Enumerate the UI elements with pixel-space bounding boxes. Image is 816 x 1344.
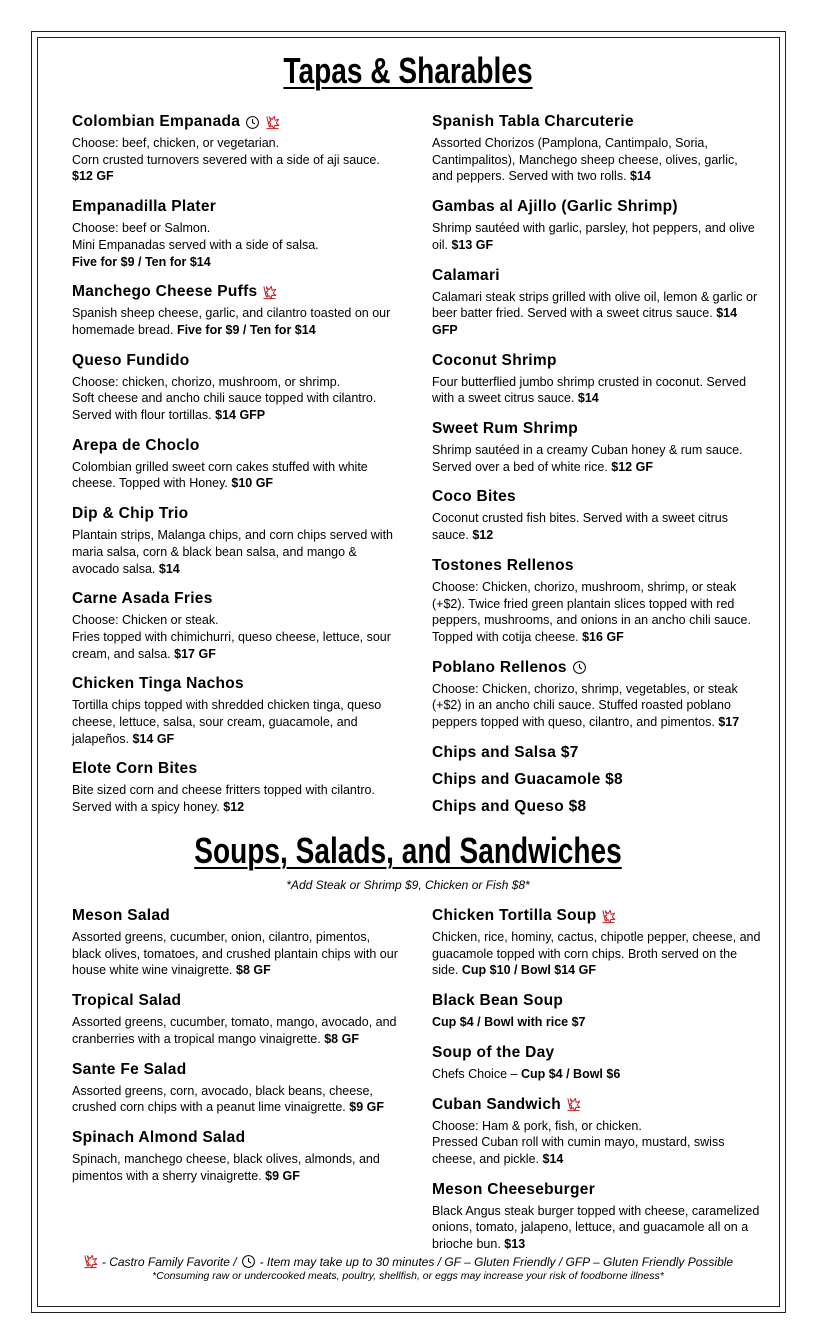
menu-item-name-text: Elote Corn Bites [72,760,198,778]
description-line: Choose: Chicken, chorizo, mushroom, shrimp, or steak (+$2). Twice fried green plantain slices topped with red peppers, mushrooms, and onions in an ancho chili sauce. Topped with cotija cheese. [432,579,751,644]
menu-item-description [432,510,762,543]
description-line: Assorted greens, corn, avocado, black beans, cheese, crushed corn chips with a peanut lime vinaigrette. [72,1083,373,1115]
description-line: Chefs Choice – [432,1066,518,1081]
menu-item-name [432,658,762,678]
description-line: Choose: beef, chicken, or vegetarian. [72,136,280,150]
menu-item-price: $17 [718,715,740,730]
menu-item-description [432,135,762,185]
menu-item-black-bean-soup [432,991,762,1031]
menu-item-description [432,1203,762,1253]
menu-item-poblano-rellenos [432,658,762,731]
menu-item-description [432,1066,762,1083]
description-line: Colombian grilled sweet corn cakes stuffed with white cheese. Topped with Honey. [72,459,368,491]
menu-item-price: $14 GFP [215,408,266,423]
description-line: Choose: Chicken or steak. [72,613,219,628]
section-title-soups: Soups, Salads, and Sandwiches [194,830,622,871]
menu-item-price: $13 GF [451,237,494,252]
menu-item-name-text: Cuban Sandwich [432,1095,562,1113]
menu-item-price: $14 [158,561,180,576]
menu-item-name [72,589,402,609]
description-line: Four butterflied jumbo shrimp crusted in coconut. Served with a sweet citrus sauce. [432,374,747,406]
menu-item-name-text: Tostones Rellenos [432,556,574,574]
menu-item-price: $12 [223,800,245,815]
menu-item-description [72,612,402,662]
menu-item-description [72,135,402,185]
menu-item-name-text: Meson Salad [72,907,171,924]
menu-item-meson-salad [72,906,402,979]
menu-item-chicken-tortilla-soup [432,906,762,979]
description-line: Choose: Ham & pork, fish, or chicken. [432,1118,642,1133]
description-line: Assorted greens, cucumber, onion, cilantro, pimentos, black olives, tomatoes, and crushed plantain chips with our house white wine vinaigrette. [72,930,398,978]
menu-item-name [72,112,402,132]
menu-item-empanadilla-plater [72,197,402,270]
menu-item-coconut-shrimp [432,351,762,407]
menu-item-price: Cup $10 / Bowl $14 GF [461,963,596,978]
menu-item-name [432,487,762,507]
description-line: Corn crusted turnovers severed with a side of aji sauce. [72,152,380,167]
menu-item-name-text: Sweet Rum Shrimp [432,420,579,438]
menu-item-name-text: Tropical Salad [72,992,182,1010]
menu-item-price: $12 [472,528,494,543]
menu-item-description [72,697,402,747]
description-line: Choose: beef or Salmon. [72,221,211,236]
menu-item-name [72,197,402,217]
menu-item-price: Cup $4 / Bowl with rice $7 [432,1015,586,1030]
description-line: Calamari steak strips grilled with olive oil, lemon & garlic or beer batter fried. Served with a sweet citrus sauce. [432,289,758,321]
menu-item-name [72,759,402,779]
menu-item-soup-of-the-day [432,1043,762,1083]
menu-item-name [432,197,762,217]
menu-item-name [432,266,762,286]
description-line: Assorted Chorizos (Pamplona, Cantimpalo, Soria, Cantimpalitos), Manchego sheep cheese, olives, garlic, and peppers. Served with two rolls. [432,136,738,184]
menu-item-description [72,220,402,270]
menu-item-price: $13 [504,1237,526,1252]
menu-item-description [72,1083,402,1116]
menu-item-dip-chip-trio [72,504,402,577]
menu-item-cuban-sandwich [432,1095,762,1168]
menu-item-name-text: Colombian Empanada [72,113,241,130]
menu-item-name-text: Gambas al Ajillo (Garlic Shrimp) [432,198,678,216]
menu-item-description [432,442,762,475]
menu-item-description [432,1118,762,1168]
menu-item-price: $12 GF [611,459,653,474]
menu-item-name [432,991,762,1011]
menu-item-name-text: Manchego Cheese Puffs [72,283,258,301]
menu-item-tropical-salad [72,991,402,1047]
menu-item-name [72,504,402,524]
castro-favorite-icon [601,909,616,924]
menu-item-name [72,1060,402,1080]
menu-item-name-text: Meson Cheeseburger [432,1180,596,1198]
description-line: Spinach, manchego cheese, black olives, almonds, and pimentos with a sherry vinaigrette. [72,1151,380,1183]
description-line: Black Angus steak burger topped with cheese, caramelized onions, tomato, jalapeno, lettuce, and guacamole all on a brioche bun. [432,1203,760,1252]
menu-item-description [72,782,402,815]
menu-item-description [72,1014,402,1047]
menu-item-colombian-empanada [72,112,402,185]
menu-item-description [432,1014,762,1031]
menu-item-name-text: Calamari [432,266,500,284]
castro-favorite-icon [83,1254,98,1269]
menu-item-chips-and-guacamole-8: Chips and Guacamole $8 [432,770,623,788]
menu-item-price: $17 GF [174,646,216,661]
menu-item-chips-and-queso-8: Chips and Queso $8 [432,797,587,815]
castro-favorite-icon [566,1097,581,1112]
menu-item-sweet-rum-shrimp [432,419,762,475]
menu-item-price: $14 GF [132,731,175,746]
menu-item-description [72,929,402,979]
legend-rest-text: - Item may take up to 30 minutes / GF – Gluten Friendly / GFP – Gluten Friendly Possible [259,1254,734,1269]
menu-item-name-text: Empanadilla Plater [72,198,217,216]
menu-item-price: Five for $9 / Ten for $14 [72,254,211,269]
menu-item-price: $10 GF [231,476,274,491]
menu-item-name [432,1180,762,1200]
menu-item-name-text: Coconut Shrimp [432,351,557,369]
menu-item-name-text: Coco Bites [432,488,516,506]
menu-item-arepa-de-choclo [72,436,402,492]
clock-icon [572,660,587,675]
tapas-left-column [72,112,402,828]
menu-item-gambas-al-ajillo-garlic-shrimp [432,197,762,253]
menu-item-description [432,579,762,646]
menu-item-name-text: Carne Asada Fries [72,590,213,608]
menu-item-meson-cheeseburger [432,1180,762,1253]
menu-item-name-text: Arepa de Choclo [72,436,200,454]
description-line: Spanish sheep cheese, garlic, and cilantro toasted on our homemade bread. [72,306,391,337]
menu-item-description [432,681,762,731]
food-safety-disclaimer: *Consuming raw or undercooked meats, poultry, shellfish, or eggs may increase your risk of foodborne illness* [152,1270,664,1282]
menu-item-price: $9 GF [265,1168,300,1183]
menu-item-carne-asada-fries [72,589,402,662]
description-line: Choose: Chicken, chorizo, shrimp, vegetables, or steak (+$2) in an ancho chili sauce. Stuffed roasted poblano peppers topped with queso, cilantro, and pimentos. [432,681,738,730]
legend-favorite-text: - Castro Family Favorite / [101,1254,237,1269]
menu-item-name-text: Spanish Tabla Charcuterie [432,113,634,130]
menu-item-spanish-tabla-charcuterie [432,112,762,185]
menu-item-name-text: Poblano Rellenos [432,658,567,676]
menu-item-manchego-cheese-puffs [72,282,402,338]
add-protein-note: *Add Steak or Shrimp $9, Chicken or Fish $8* [286,878,530,892]
menu-item-price: $16 GF [582,629,624,644]
menu-item-name [72,674,402,694]
menu-item-chips-and-salsa-7: Chips and Salsa $7 [432,743,579,761]
menu-item-name-text: Chicken Tortilla Soup [432,907,597,924]
castro-favorite-icon [262,285,277,300]
tapas-right-column [432,112,762,824]
menu-item-description [72,305,402,338]
menu-item-price: $12 GF [72,169,114,184]
menu-item-name [432,112,762,132]
menu-item-tostones-rellenos [432,556,762,646]
description-line: Chicken, rice, hominy, cactus, chipotle pepper, cheese, and guacamole topped with corn chips. Broth served on the side. [432,930,761,978]
menu-item-price: Five for $9 / Ten for $14 [176,322,316,337]
menu-item-name [432,1095,762,1115]
menu-footer [0,1254,816,1282]
menu-item-name [432,556,762,576]
menu-item-price: $14 [542,1151,564,1166]
menu-item-name-text: Queso Fundido [72,351,190,369]
menu-item-price: $14 [630,169,651,184]
menu-item-price: $14 GFP [432,306,738,337]
menu-item-description [432,374,762,407]
menu-item-price: $9 GF [349,1100,384,1115]
menu-item-price: Cup $4 / Bowl $6 [520,1066,621,1081]
description-line: Shrimp sautéed with garlic, parsley, hot peppers, and olive oil. [432,221,755,252]
menu-item-name [72,436,402,456]
description-line: Shrimp sautéed in a creamy Cuban honey & rum sauce. Served over a bed of white rice. [432,443,743,474]
menu-item-queso-fundido [72,351,402,424]
menu-item-name [72,1128,402,1148]
menu-item-price: $14 [577,391,599,406]
menu-item-name-text: Dip & Chip Trio [72,505,189,523]
castro-favorite-icon [265,115,280,130]
clock-icon [241,1254,256,1269]
description-line: Plantain strips, Malanga chips, and corn chips served with maria salsa, corn & black bean salsa, and mango & avocado salsa. [72,528,393,576]
menu-item-description [432,929,762,979]
description-line: Coconut crusted fish bites. Served with a sweet citrus sauce. [432,511,728,543]
description-line: Soft cheese and ancho chili sauce topped with cilantro. Served with flour tortillas. [72,391,377,423]
menu-item-description [72,1151,402,1184]
soups-left-column [72,906,402,1196]
menu-item-coco-bites [432,487,762,543]
menu-item-elote-corn-bites [72,759,402,815]
menu-item-name [72,351,402,371]
menu-item-sante-fe-salad [72,1060,402,1116]
menu-item-spinach-almond-salad [72,1128,402,1184]
description-line: Pressed Cuban roll with cumin mayo, mustard, swiss cheese, and pickle. [432,1135,725,1166]
menu-item-price: $8 GF [236,963,271,978]
menu-item-name [72,282,402,302]
description-line: Fries topped with chimichurri, queso cheese, lettuce, sour cream, and salsa. [72,629,391,661]
menu-item-name [72,991,402,1011]
menu-item-description [72,374,402,424]
menu-item-calamari [432,266,762,339]
menu-item-price: $8 GF [324,1031,359,1046]
menu-item-name-text: Sante Fe Salad [72,1060,187,1078]
menu-item-description [432,220,762,253]
section-title-tapas: Tapas & Sharables [283,50,533,91]
description-line: Assorted greens, cucumber, tomato, mango, avocado, and cranberries with a tropical mango vinaigrette. [72,1015,397,1046]
menu-item-chicken-tinga-nachos [72,674,402,747]
menu-item-description [72,459,402,492]
description-line: Mini Empanadas served with a side of salsa. [72,237,319,252]
description-line: Bite sized corn and cheese fritters topped with cilantro. Served with a spicy honey. [72,783,375,815]
menu-item-name [432,906,762,926]
menu-item-description [432,289,762,339]
menu-item-name-text: Chicken Tinga Nachos [72,675,244,693]
menu-item-description [72,527,402,577]
clock-icon [245,115,260,130]
menu-item-name-text: Soup of the Day [432,1043,555,1061]
menu-item-name [72,906,402,926]
description-line: Tortilla chips topped with shredded chicken tinga, queso cheese, lettuce, salsa, sour cream, guacamole, and jalapeños. [72,698,382,746]
menu-item-name-text: Black Bean Soup [432,992,564,1010]
description-line: Choose: chicken, chorizo, mushroom, or shrimp. [72,374,341,389]
soups-right-column [432,906,762,1265]
menu-item-name [432,1043,762,1063]
menu-item-name [432,419,762,439]
menu-item-name-text: Spinach Almond Salad [72,1128,246,1146]
menu-item-name [432,351,762,371]
